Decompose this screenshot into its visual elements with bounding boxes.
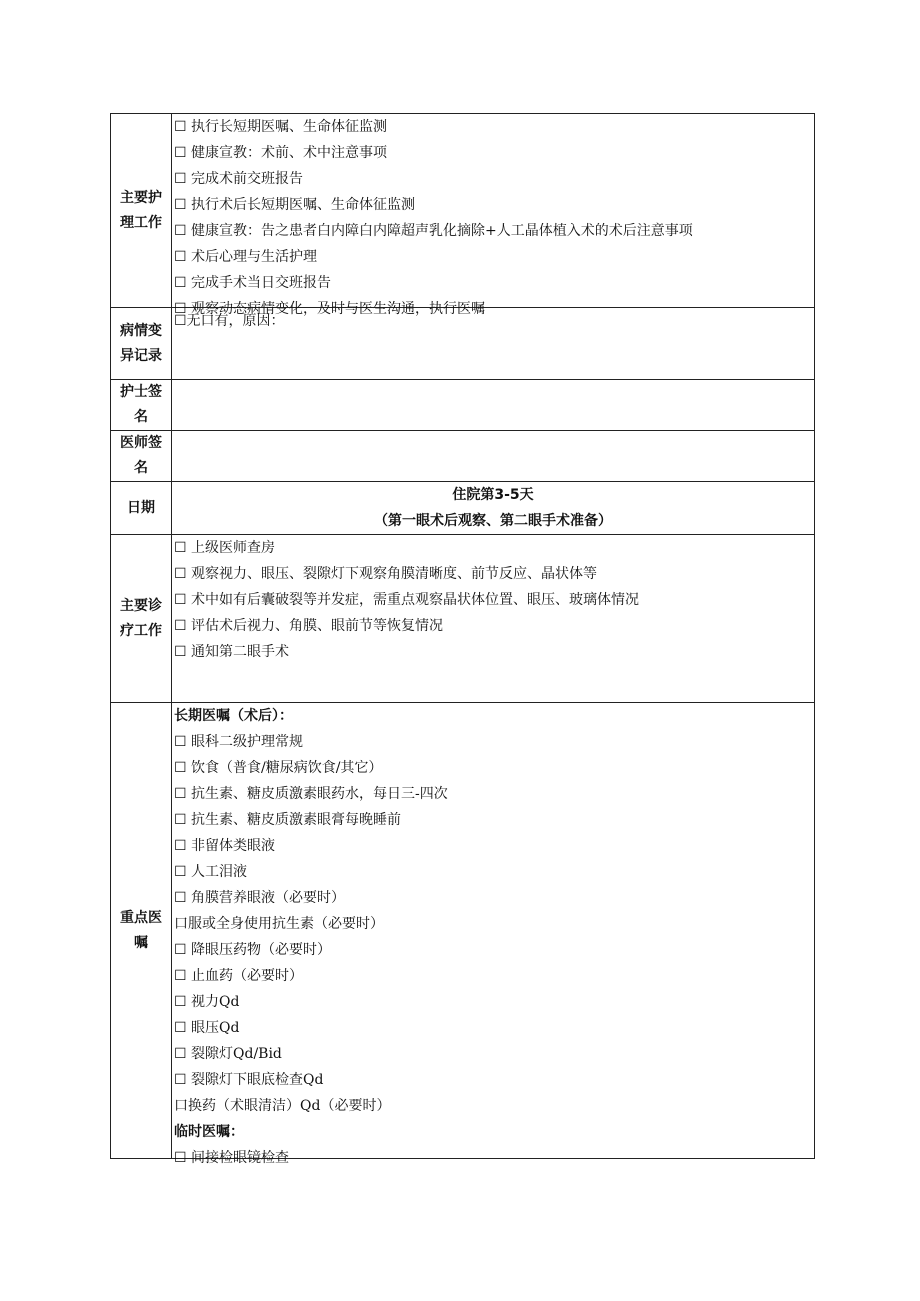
list-item: ☐ 术后心理与生活护理 [174, 249, 318, 265]
list-item: ☐ 视力Qd [174, 994, 240, 1010]
nursing-label: 主要护理工作 [111, 114, 172, 308]
date-content [172, 482, 815, 535]
diagnosis-label: 主要诊疗工作 [111, 535, 172, 703]
date-line-1: 住院第3-5天 [452, 487, 534, 503]
list-item: ☐ 眼科二级护理常规 [174, 734, 304, 750]
list-item: ☐ 通知第二眼手术 [174, 644, 290, 660]
clinical-pathway-table [110, 113, 815, 1166]
orders-row [111, 703, 815, 1159]
list-item: 口换药（术眼清洁）Qd（必要时） [174, 1098, 391, 1114]
list-item: ☐ 执行长短期医嘱、生命体征监测 [174, 119, 388, 135]
nurse-sign-label: 护士签名 [111, 380, 172, 431]
variation-text: ☐无口有，原因： [174, 313, 285, 329]
list-item: ☐ 人工泪液 [174, 864, 248, 880]
variation-content [172, 308, 815, 380]
variation-label: 病情变异记录 [111, 308, 172, 380]
list-item: ☐ 裂隙灯下眼底检查Qd [174, 1072, 324, 1088]
list-item: ☐ 裂隙灯Qd/Bid [174, 1046, 282, 1062]
list-item: 口服或全身使用抗生素（必要时） [174, 916, 384, 932]
diagnosis-row [111, 535, 815, 703]
long-orders-title: 长期医嘱（术后）： [174, 708, 293, 724]
doctor-sign-field [172, 431, 815, 482]
list-item: ☐ 抗生素、糖皮质激素眼药水，每日三-四次 [174, 786, 448, 802]
orders-label: 重点医嘱 [111, 703, 172, 1159]
list-item: ☐ 上级医师查房 [174, 540, 276, 556]
date-line-2: （第一眼术后观察、第二眼手术准备） [374, 513, 612, 529]
list-item: ☐ 完成术前交班报告 [174, 171, 304, 187]
list-item: ☐ 健康宣教：术前、术中注意事项 [174, 145, 388, 161]
orders-content [172, 703, 815, 1166]
list-item: ☐ 饮食（普食/糖尿病饮食/其它） [174, 760, 383, 776]
list-item: ☐ 眼压Qd [174, 1020, 240, 1036]
diagnosis-content [172, 535, 815, 703]
list-item: ☐ 健康宣教：告之患者白内障白内障超声乳化摘除+人工晶体植入术的术后注意事项 [174, 223, 693, 239]
nursing-row [111, 114, 815, 308]
temp-orders-title: 临时医嘱： [174, 1124, 244, 1140]
doctor-sign-label: 医师签名 [111, 431, 172, 482]
variation-row [111, 308, 815, 380]
date-row [111, 482, 815, 535]
list-item: ☐ 角膜营养眼液（必要时） [174, 890, 346, 906]
list-item: ☐ 完成手术当日交班报告 [174, 275, 332, 291]
list-item: ☐ 术中如有后囊破裂等并发症，需重点观察晶状体位置、眼压、玻璃体情况 [174, 592, 639, 608]
list-item: ☐ 观察动态病情变化，及时与医生沟通，执行医嘱 [174, 301, 485, 317]
list-item: ☐ 观察视力、眼压、裂隙灯下观察角膜清晰度、前节反应、晶状体等 [174, 566, 597, 582]
nurse-sign-field [172, 380, 815, 431]
list-item: ☐ 评估术后视力、角膜、眼前节等恢复情况 [174, 618, 443, 634]
doctor-sign-row [111, 431, 815, 482]
list-item: ☐ 间接检眼镜检查 [174, 1150, 290, 1166]
list-item: ☐ 执行术后长短期医嘱、生命体征监测 [174, 197, 415, 213]
nurse-sign-row [111, 380, 815, 431]
list-item: ☐ 降眼压药物（必要时） [174, 942, 332, 958]
list-item: ☐ 止血药（必要时） [174, 968, 304, 984]
nursing-content [172, 114, 815, 317]
list-item: ☐ 非留体类眼液 [174, 838, 276, 854]
date-label: 日期 [111, 482, 172, 535]
list-item: ☐ 抗生素、糖皮质激素眼膏每晚睡前 [174, 812, 402, 828]
